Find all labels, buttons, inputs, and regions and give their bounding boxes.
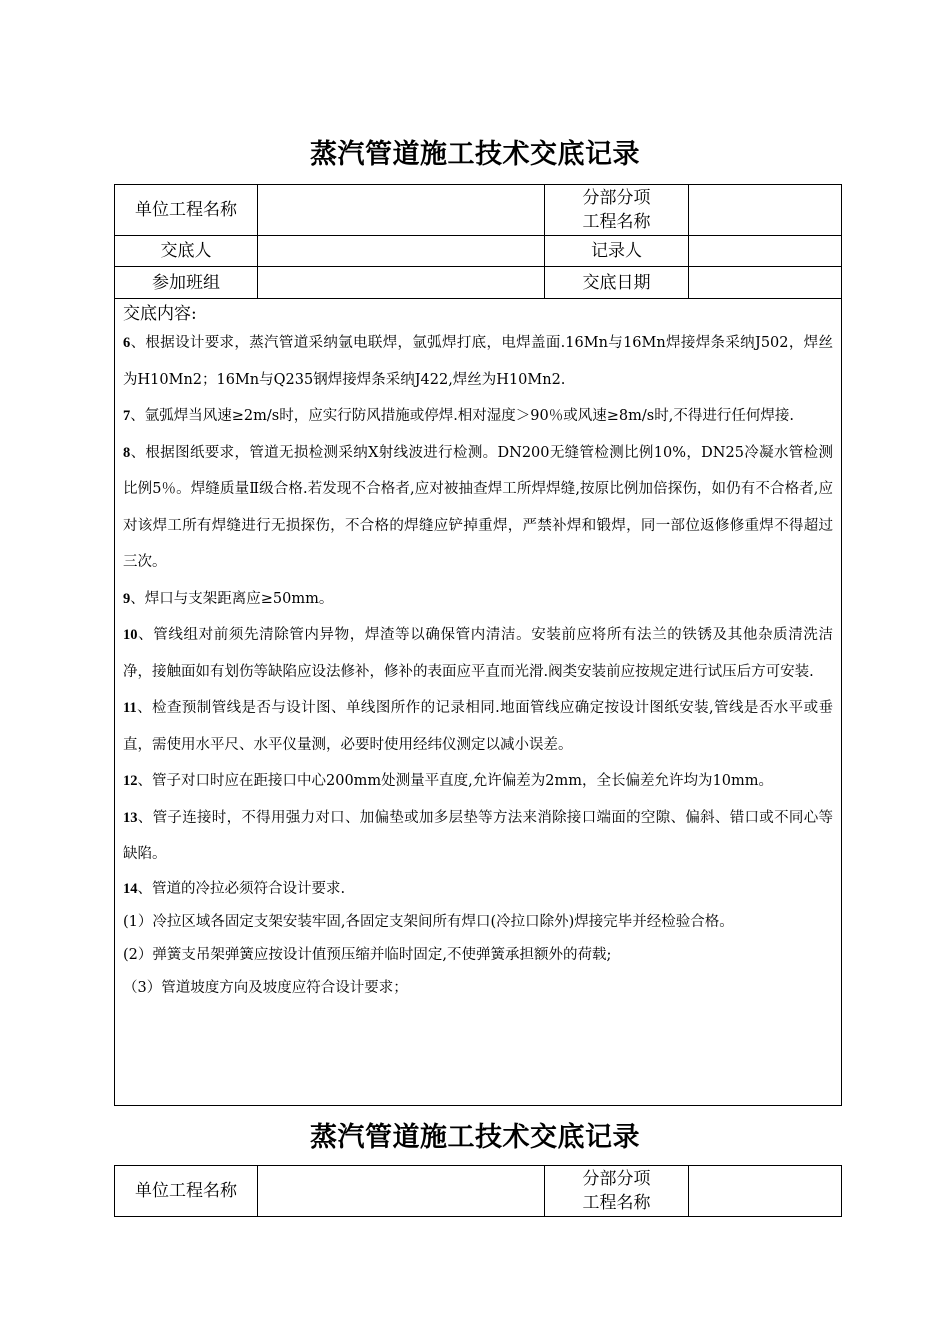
date-label: 交底日期 (545, 267, 689, 299)
content-cell (115, 299, 842, 1106)
item-number: 14 (123, 880, 138, 897)
content-item (123, 763, 833, 800)
item-number: 7 (123, 408, 131, 424)
item-number: 9 (123, 590, 131, 607)
content-subitem: (2）弹簧支吊架弹簧应按设计值预压缩并临时固定,不使弹簧承担额外的荷载; (123, 946, 612, 963)
item-text: 、管道的冷拉必须符合设计要求. (137, 880, 346, 897)
sub-project-name-label-line1: 分部分项 (582, 1169, 651, 1189)
item-text: 、根据图纸要求，管道无损检测采纳X射线波进行检测。DN200无缝管检测比例10%，DN25冷凝水管检测比例5％。焊缝质量Ⅱ级合格.若发现不合格者,应对被抽查焊工所焊焊缝,按原比例加倍探伤，如仍有不合格者,应对该焊工所有焊缝进行无损探伤，不合格的焊缝应铲掉重焊，严禁补焊和锻焊，同一部位返修修重焊不得超过三次。 (123, 444, 833, 570)
content-item (123, 800, 833, 873)
content-label: 交底内容: (123, 304, 197, 324)
item-number: 6 (123, 335, 131, 351)
item-text: 、管子对口时应在距接口中心200mm处测量平直度,允许偏差为2mm，全长偏差允许均为10mm。 (137, 773, 773, 789)
record-table-2 (114, 1165, 842, 1217)
item-text: 、氩弧焊当风速≥2m/s时，应实行防风措施或停焊.相对湿度＞90％或风速≥8m/s时,不得进行任何焊接. (130, 408, 794, 424)
item-number: 11 (123, 700, 137, 716)
sub-project-name-label (545, 185, 689, 236)
page-title: 蒸汽管道施工技术交底记录 (310, 139, 640, 170)
content-item (123, 690, 833, 763)
unit-project-name-field[interactable] (258, 1166, 545, 1217)
item-number: 8 (123, 444, 131, 461)
record-table (114, 184, 842, 1106)
content-item (123, 398, 833, 435)
item-text: 、检查预制管线是否与设计图、单线图所作的记录相同.地面管线应确定按设计图纸安装,管线是否水平或垂直，需使用水平尺、水平仪量测，必要时使用经纬仪测定以减小误差。 (123, 700, 833, 753)
item-text: 、根据设计要求，蒸汽管道采纳氩电联焊，氩弧焊打底，电焊盖面.16Mn与16Mn焊接焊条采纳J502，焊丝为H10Mn2；16Mn与Q235钢焊接焊条采纳J422,焊丝为H10Mn2. (123, 335, 833, 388)
unit-project-name-label: 单位工程名称 (115, 185, 258, 236)
content-subitem: （3）管道坡度方向及坡度应符合设计要求； (123, 979, 408, 996)
sub-project-name-field[interactable] (689, 1166, 842, 1217)
content-item (123, 581, 833, 618)
item-text: 、管子连接时，不得用强力对口、加偏垫或加多层垫等方法来消除接口端面的空隙、偏斜、错口或不同心等缺陷。 (123, 809, 833, 862)
recorder-field[interactable] (689, 236, 842, 267)
sub-project-name-label-line1: 分部分项 (582, 188, 651, 208)
unit-project-name-label: 单位工程名称 (115, 1166, 258, 1217)
discloser-field[interactable] (258, 236, 545, 267)
content-item (123, 873, 833, 906)
page-title-2: 蒸汽管道施工技术交底记录 (310, 1122, 640, 1153)
recorder-label: 记录人 (545, 236, 689, 267)
team-field[interactable] (258, 267, 545, 299)
item-text: 、管线组对前须先清除管内异物，焊渣等以确保管内清洁。安装前应将所有法兰的铁锈及其他杂质清洗洁净，接触面如有划伤等缺陷应设法修补，修补的表面应平直而光滑.阀类安装前应按规定进行试压后方可安装. (123, 627, 833, 680)
item-number: 13 (123, 809, 138, 826)
item-number: 12 (123, 773, 138, 789)
content-item (123, 617, 833, 690)
item-number: 10 (123, 627, 138, 643)
sub-project-name-label-line2: 工程名称 (582, 1193, 651, 1213)
sub-project-name-field[interactable] (689, 185, 842, 236)
content-item (123, 325, 833, 398)
date-field[interactable] (689, 267, 842, 299)
unit-project-name-field[interactable] (258, 185, 545, 236)
sub-project-name-label (545, 1166, 689, 1217)
content-item (123, 435, 833, 581)
sub-project-name-label-line2: 工程名称 (582, 212, 651, 232)
item-text: 、焊口与支架距离应≥50mm。 (130, 590, 334, 607)
discloser-label: 交底人 (115, 236, 258, 267)
team-label: 参加班组 (115, 267, 258, 299)
content-subitem: (1）冷拉区域各固定支架安装牢固,各固定支架间所有焊口(冷拉口除外)焊接完毕并经检验合格。 (123, 913, 734, 930)
